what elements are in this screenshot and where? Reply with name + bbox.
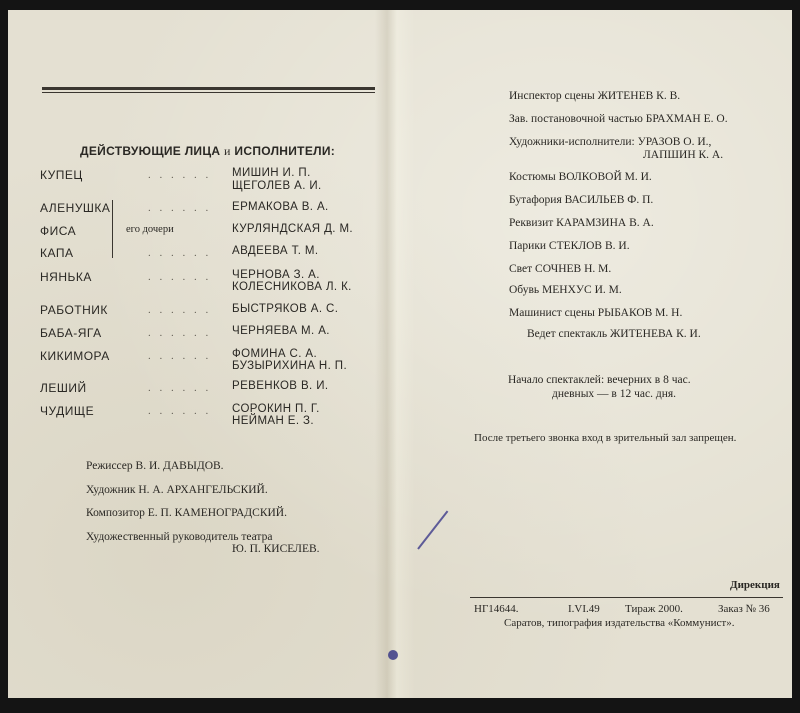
actor-name: НЕЙМАН Е. З. [232, 415, 314, 427]
credit-artistic-director: Художественный руководитель театра [86, 531, 273, 543]
role-name: КИКИМОРА [40, 349, 110, 363]
dot-leader: . . . . . . [148, 202, 212, 214]
schedule-evening: Начало спектаклей: вечерних в 8 час. [508, 374, 691, 386]
role-name: ЛЕШИЙ [40, 381, 87, 395]
ink-dot [388, 650, 398, 660]
credit-designer: Художник Н. А. АРХАНГЕЛЬСКИЙ. [86, 484, 268, 496]
staff-line: Обувь МЕНХУС И. М. [509, 284, 622, 296]
daughters-brace [112, 200, 113, 258]
artistic-director-name: Ю. П. КИСЕЛЕВ. [232, 543, 320, 555]
staff-line: Машинист сцены РЫБАКОВ М. Н. [509, 307, 683, 319]
staff-line: Ведет спектакль ЖИТЕНЕВА К. И. [527, 328, 701, 340]
staff-line: Парики СТЕКЛОВ В. И. [509, 240, 630, 252]
cast-heading-main: ДЕЙСТВУЮЩИЕ ЛИЦА [80, 144, 221, 158]
actor-name: БЫСТРЯКОВ А. С. [232, 303, 339, 315]
imprint-order: Заказ № 36 [718, 603, 770, 615]
role-name: КАПА [40, 246, 74, 260]
role-name: КУПЕЦ [40, 168, 83, 182]
credit-composer: Композитор Е. П. КАМЕНОГРАДСКИЙ. [86, 507, 287, 519]
actor-name: МИШИН И. П. [232, 167, 311, 179]
role-name: ФИСА [40, 224, 77, 238]
actor-name: ЩЕГОЛЕВ А. И. [232, 180, 322, 192]
actor-name: ЧЕРНЯЕВА М. А. [232, 325, 330, 337]
credit-director: Режиссер В. И. ДАВЫДОВ. [86, 460, 224, 472]
imprint-code: НГ14644. [474, 603, 519, 615]
actor-name: АВДЕЕВА Т. М. [232, 245, 319, 257]
staff-line: Инспектор сцены ЖИТЕНЕВ К. В. [509, 90, 681, 102]
daughters-note: его дочери [126, 224, 174, 235]
actor-name: ФОМИНА С. А. [232, 348, 318, 360]
role-name: РАБОТНИК [40, 303, 108, 317]
paper-fold [375, 10, 415, 698]
management-signature: Дирекция [730, 579, 780, 591]
actor-name: КУРЛЯНДСКАЯ Д. М. [232, 223, 354, 235]
actor-name: КОЛЕСНИКОВА Л. К. [232, 281, 352, 293]
imprint-date: I.VI.49 [568, 603, 600, 615]
dot-leader: . . . . . . [148, 247, 212, 259]
staff-line: Свет СОЧНЕВ Н. М. [509, 263, 612, 275]
dot-leader: . . . . . . [148, 304, 212, 316]
cast-heading-rest: ИСПОЛНИТЕЛИ: [234, 144, 336, 158]
actor-name: БУЗЫРИХИНА Н. П. [232, 360, 348, 372]
actor-name: ЕРМАКОВА В. А. [232, 201, 329, 213]
imprint-rule [470, 597, 783, 598]
cast-heading [80, 144, 335, 158]
staff-line: Костюмы ВОЛКОВОЙ М. И. [509, 171, 652, 183]
actor-name: СОРОКИН П. Г. [232, 403, 320, 415]
dot-leader: . . . . . . [148, 405, 212, 417]
dot-leader: . . . . . . [148, 169, 212, 181]
cast-heading-and: и [224, 144, 231, 158]
top-rule [42, 87, 375, 93]
dot-leader: . . . . . . [148, 271, 212, 283]
entry-notice: После третьего звонка вход в зрительный зал запрещен. [474, 432, 737, 444]
dot-leader: . . . . . . [148, 382, 212, 394]
actor-name: РЕВЕНКОВ В. И. [232, 380, 329, 392]
role-name: НЯНЬКА [40, 270, 92, 284]
actor-name: ЧЕРНОВА З. А. [232, 269, 320, 281]
role-name: ЧУДИЩЕ [40, 404, 95, 418]
role-name: БАБА-ЯГА [40, 326, 102, 340]
imprint-printer: Саратов, типография издательства «Коммунист». [504, 617, 735, 629]
staff-line: Художники-исполнители: УРАЗОВ О. И., [509, 136, 712, 148]
staff-line: Реквизит КАРАМЗИНА В. А. [509, 217, 654, 229]
role-name: АЛЕНУШКА [40, 201, 111, 215]
staff-line: ЛАПШИН К. А. [643, 149, 724, 161]
staff-line: Бутафория ВАСИЛЬЕВ Ф. П. [509, 194, 654, 206]
imprint-print-run: Тираж 2000. [625, 603, 683, 615]
dot-leader: . . . . . . [148, 327, 212, 339]
schedule-day: дневных — в 12 час. дня. [552, 388, 677, 400]
staff-line: Зав. постановочной частью БРАХМАН Е. О. [509, 113, 728, 125]
dot-leader: . . . . . . [148, 350, 212, 362]
